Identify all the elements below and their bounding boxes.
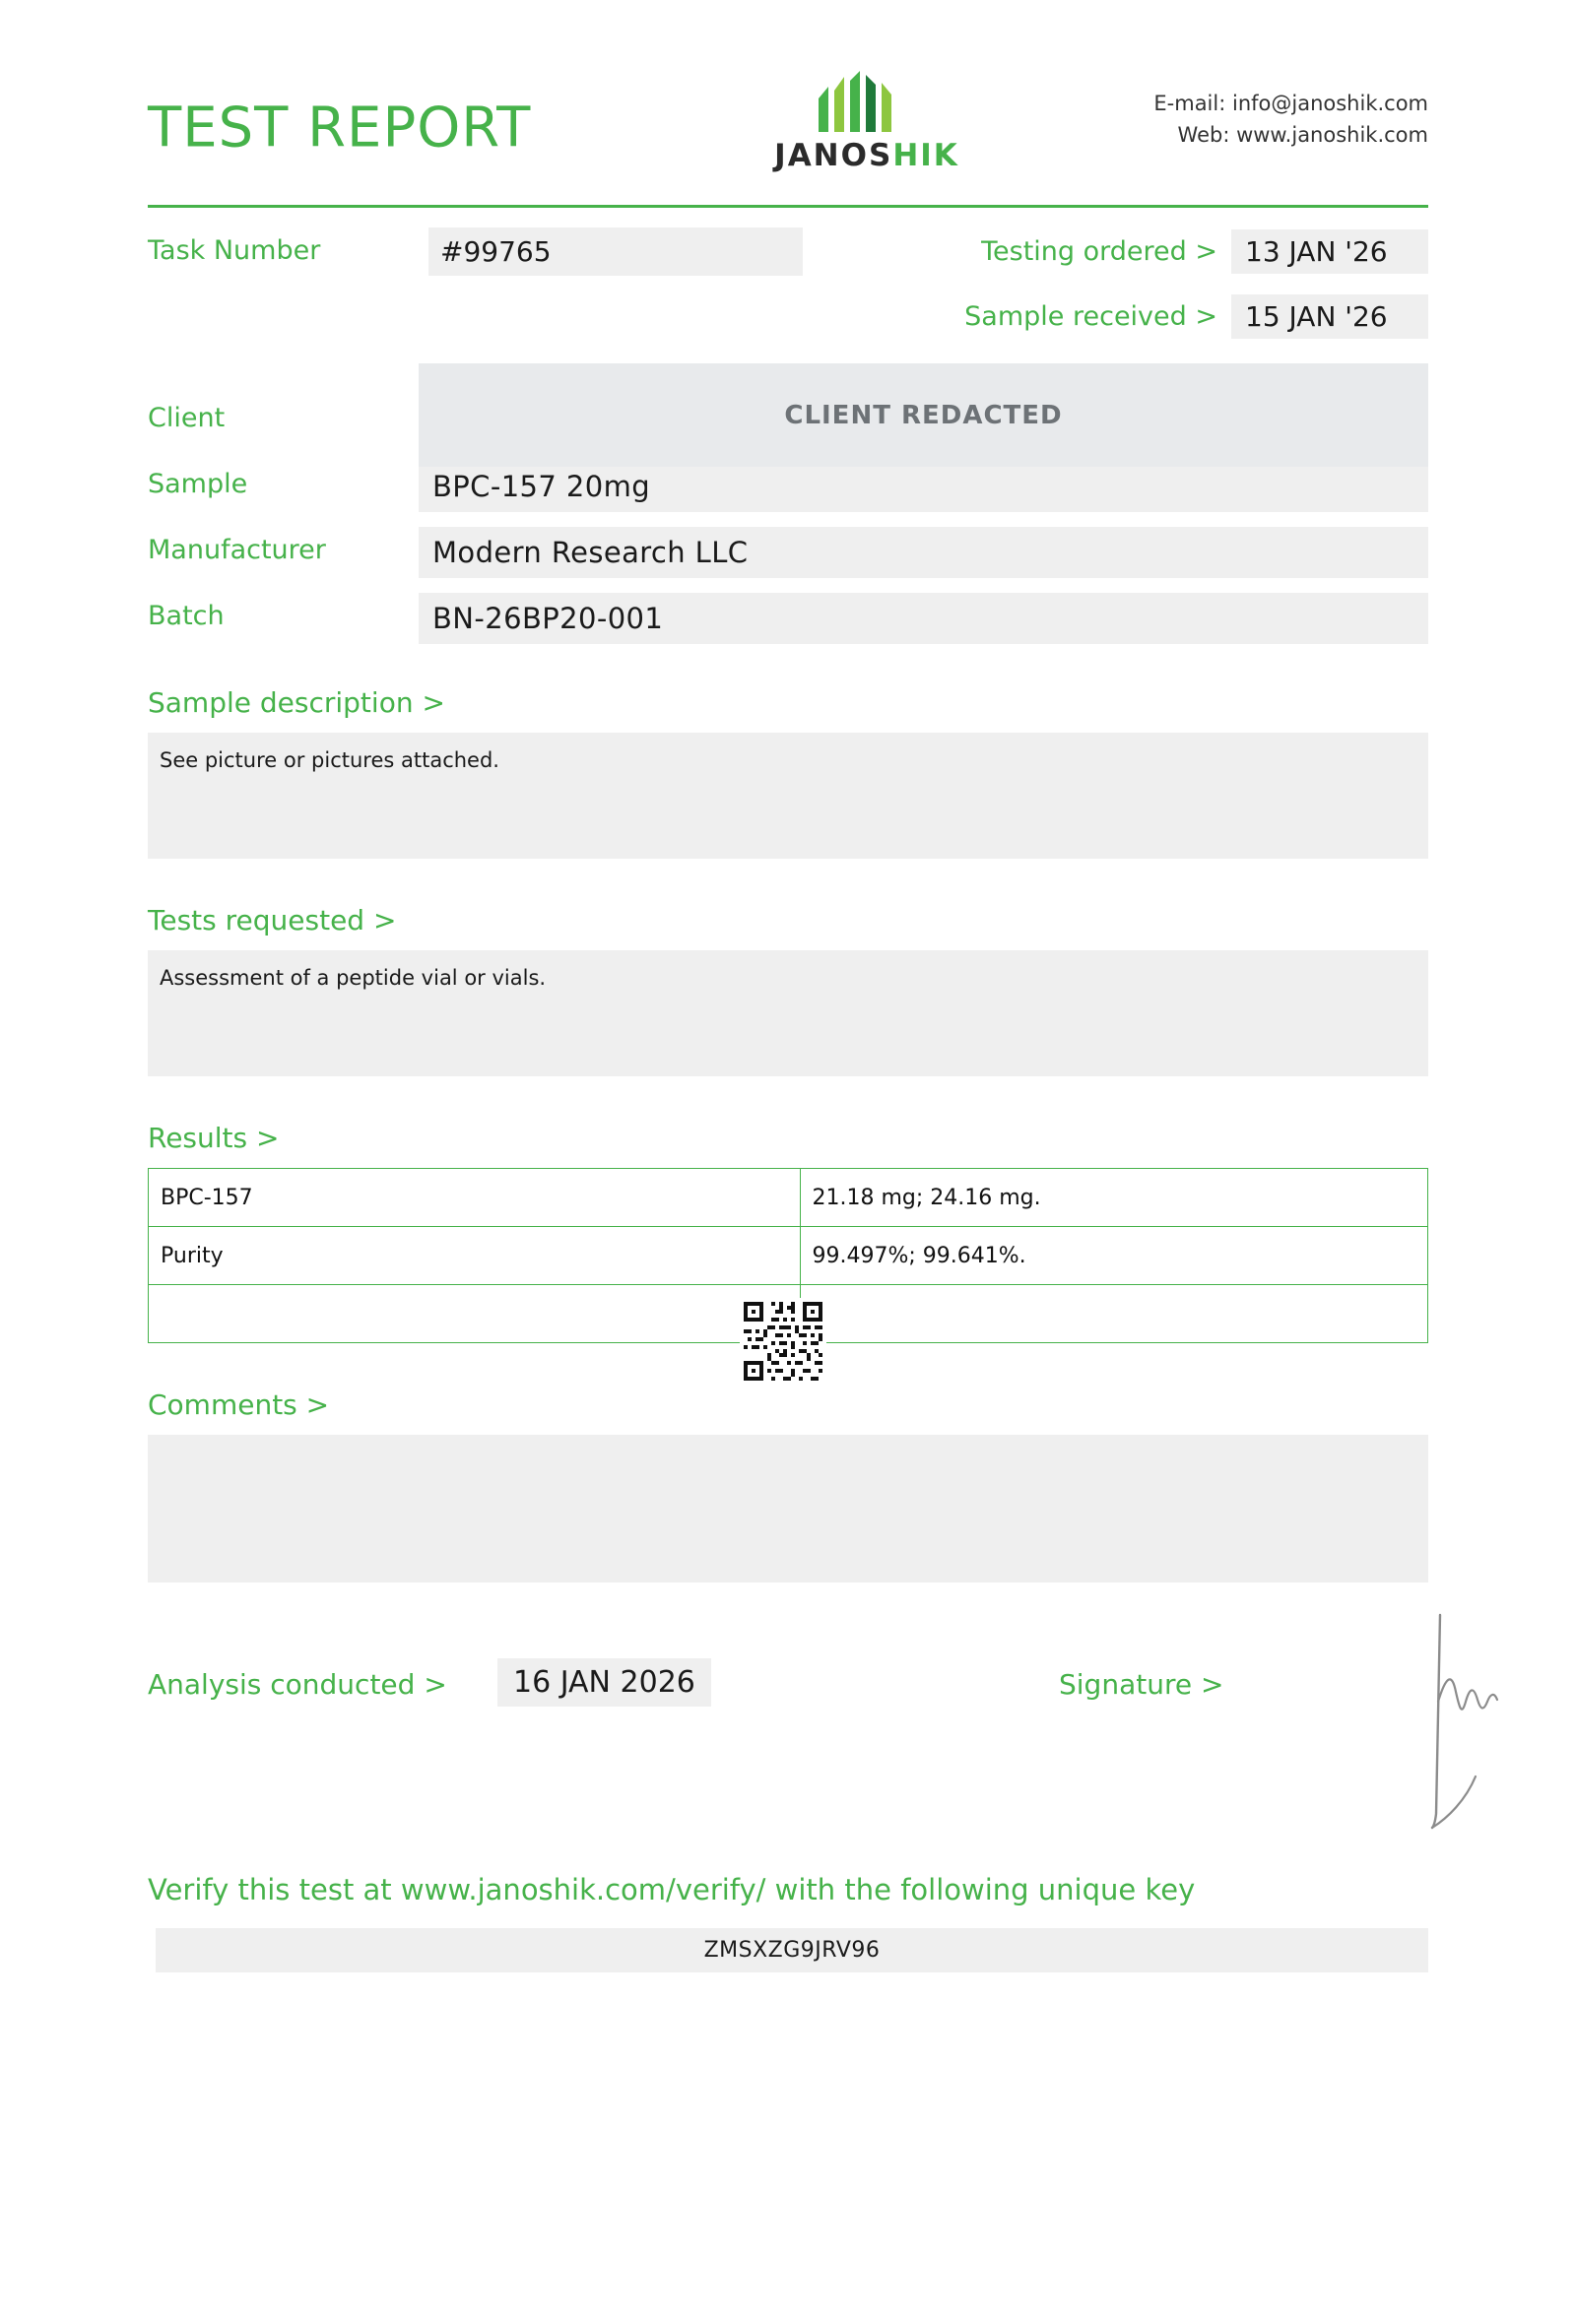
logo-mountains-icon: [739, 69, 995, 134]
analysis-section: [148, 1656, 1428, 1834]
sample-value: BPC-157 20mg: [419, 461, 1428, 512]
testing-ordered-row: [981, 229, 1428, 274]
comments-heading: Comments >: [148, 1388, 330, 1421]
page-title: TEST REPORT: [148, 96, 532, 161]
report-header: [148, 0, 1428, 197]
client-label: Client: [148, 403, 226, 433]
unique-key-value: ZMSXZG9JRV96: [156, 1928, 1428, 1972]
client-redacted-banner: CLIENT REDACTED: [419, 363, 1428, 467]
result-value: [800, 1285, 1428, 1343]
task-number-label: Task Number: [148, 235, 321, 266]
sample-description-heading: Sample description >: [148, 686, 445, 719]
results-heading: Results >: [148, 1122, 280, 1154]
sample-received-label: Sample received >: [964, 301, 1217, 332]
manufacturer-row: [148, 527, 1428, 593]
sample-info-section: [148, 395, 1428, 641]
signature-image: [1409, 1607, 1527, 1838]
analysis-conducted-value: 16 JAN 2026: [497, 1658, 711, 1707]
manufacturer-label: Manufacturer: [148, 535, 326, 565]
contact-info: [1153, 89, 1428, 151]
result-name: Purity: [149, 1227, 801, 1285]
contact-email: E-mail: info@janoshik.com: [1153, 92, 1428, 115]
result-value: 99.497%; 99.641%.: [800, 1227, 1428, 1285]
sample-received-value: 15 JAN '26: [1231, 294, 1428, 339]
tests-requested-text: Assessment of a peptide vial or vials.: [148, 950, 1428, 1076]
contact-web: Web: www.janoshik.com: [1177, 122, 1428, 147]
result-value: 21.18 mg; 24.16 mg.: [800, 1169, 1428, 1227]
result-name: BPC-157: [149, 1169, 801, 1227]
task-number-value: #99765: [428, 227, 803, 276]
result-name: [149, 1285, 801, 1343]
table-row: [149, 1227, 1428, 1285]
logo-word-green: HIK: [892, 138, 959, 173]
sample-description-text: See picture or pictures attached.: [148, 733, 1428, 859]
signature-label: Signature >: [1059, 1668, 1224, 1701]
analysis-conducted-label: Analysis conducted >: [148, 1668, 447, 1701]
manufacturer-value: Modern Research LLC: [419, 527, 1428, 578]
table-row: [149, 1169, 1428, 1227]
task-section: [148, 226, 1428, 354]
qr-code-icon: [729, 1298, 837, 1385]
logo-word-dark: JANOS: [774, 138, 893, 173]
header-divider: [148, 205, 1428, 208]
batch-value: BN-26BP20-001: [419, 593, 1428, 644]
comments-text: [148, 1435, 1428, 1582]
sample-row: [148, 461, 1428, 527]
logo-wordmark: [739, 138, 995, 173]
batch-label: Batch: [148, 601, 225, 631]
batch-row: [148, 593, 1428, 659]
sample-received-row: [964, 294, 1428, 339]
sample-label: Sample: [148, 469, 248, 499]
testing-ordered-label: Testing ordered >: [981, 236, 1217, 267]
verify-text: Verify this test at www.janoshik.com/verify/ with the following unique key: [148, 1873, 1196, 1906]
tests-requested-heading: Tests requested >: [148, 904, 397, 936]
testing-ordered-value: 13 JAN '26: [1231, 229, 1428, 274]
janoshik-logo: [739, 69, 995, 173]
